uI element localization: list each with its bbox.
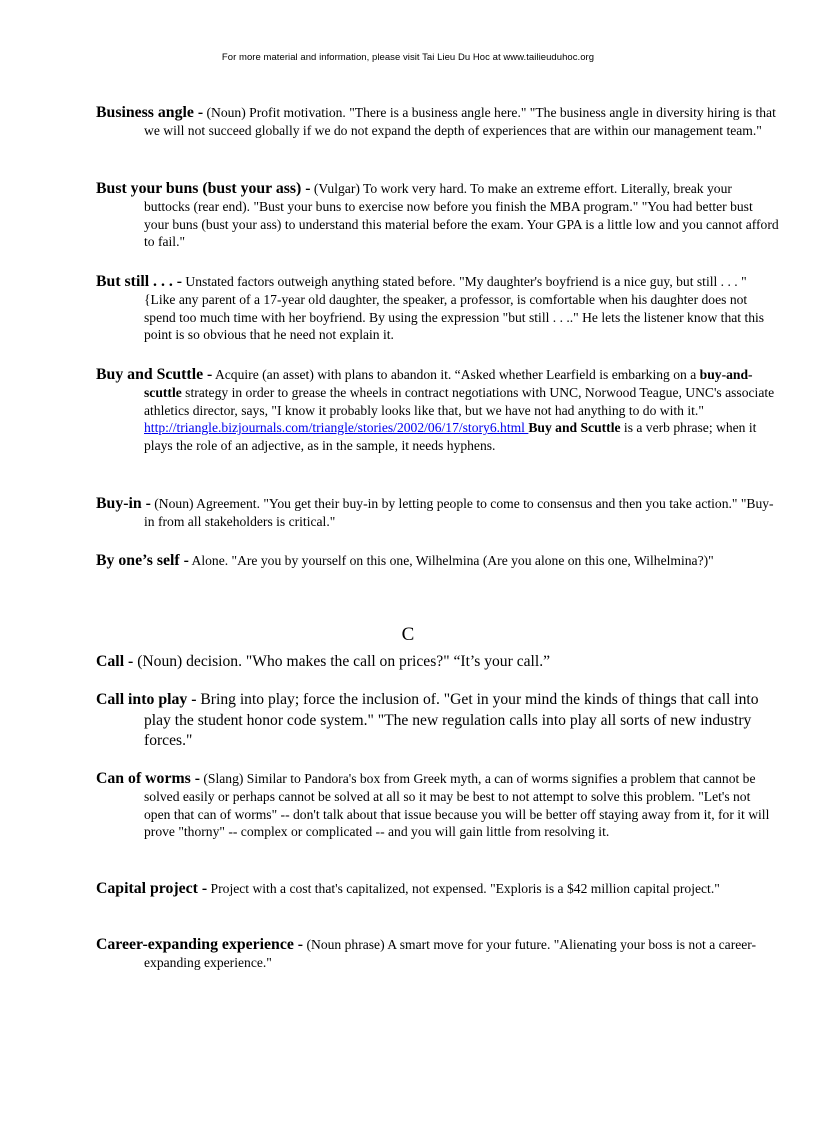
entry-career-expanding-experience (96, 936, 780, 972)
entry-definition-end: is a verb phrase; when it plays the role of an adjective, as in the sample, it needs hyphens. (144, 420, 757, 454)
entry-term: Bust your buns (bust your ass) - (96, 180, 311, 197)
entry-term: But still . . . - (96, 273, 183, 290)
entry-term: Can of worms - (96, 770, 200, 787)
inline-bold-term: buy-and-scuttle (144, 367, 753, 400)
source-link[interactable]: http://triangle.bizjournals.com/triangle/stories/2002/06/17/story6.html (144, 420, 529, 436)
entry-buy-and-scuttle (96, 366, 780, 455)
entry-term: Call - (96, 653, 134, 670)
entry-definition: Unstated factors outweigh anything stated before. "My daughter's boyfriend is a nice guy, but still . . . " {Like any parent of a 17-year old daughter, the speaker, a professor, is comfortable when his daughter does not spend too much time with her boyfriend. By using the expression "but still . . .." He lets the listener know that this point is so obvious that he need not explain it. (144, 274, 765, 343)
entry-definition: (Noun) decision. "Who makes the call on prices?" “It’s your call.” (133, 653, 551, 670)
page-header: For more material and information, please visit Tai Lieu Du Hoc at www.tailieuduhoc.org (221, 52, 595, 63)
entry-buy-in (96, 495, 780, 531)
entry-definition: Bring into play; force the inclusion of. "Get in your mind the kinds of things that call into play the student honor code system." "The new regulation calls into play all sorts of new industry forces." (144, 691, 759, 749)
entry-can-of-worms (96, 770, 780, 841)
section-heading-letter: C (401, 624, 415, 645)
entry-definition: (Noun) Agreement. "You get their buy-in by letting people to come to consensus and then you take action." "Buy-in from all stakeholders is critical." (144, 496, 774, 529)
entry-but-still (96, 273, 780, 344)
entry-term: Capital project - (96, 880, 208, 897)
entry-definition: Alone. "Are you by yourself on this one, Wilhelmina (Are you alone on this one, Wilhelmina?)" (188, 553, 714, 568)
entry-definition: (Vulgar) To work very hard. To make an extreme effort. Literally, break your buttocks (rear end). "Bust your buns to exercise now before you finish the MBA program." "You had better bust your buns (bust your ass) to understand this material before the exam. Your GPA is a little low and you cannot afford to fail." (144, 181, 779, 250)
entry-term: By one’s self - (96, 552, 189, 569)
entry-definition: (Noun) Profit motivation. "There is a business angle here." "The business angle in diversity hiring is that we will not succeed globally if we do not expand the depth of experiences that are within our management team." (144, 105, 776, 138)
entry-term: Buy-in - (96, 495, 151, 512)
entry-term: Call into play - (96, 691, 197, 708)
entry-call (96, 652, 780, 673)
entry-definition: (Noun phrase) A smart move for your future. "Alienating your boss is not a career-expanding experience." (144, 937, 757, 970)
entry-by-ones-self (96, 552, 780, 570)
entry-definition-cont: strategy in order to grease the wheels in contract negotiations with UNC, Norwood Teague, UNC's associate athletics director, says, "I know it probably looks like that, but we have not had anything to do with it." (144, 384, 775, 418)
entry-term: Buy and Scuttle - (96, 366, 213, 383)
inline-bold-term-2: Buy and Scuttle (528, 420, 621, 436)
entry-business-angle (96, 104, 780, 140)
entry-bust-your-buns (96, 180, 780, 251)
entry-capital-project (96, 880, 780, 898)
entry-term: Business angle - (96, 104, 204, 121)
entry-call-into-play (96, 690, 780, 752)
entry-term: Career-expanding experience - (96, 936, 304, 953)
entry-definition: (Slang) Similar to Pandora's box from Greek myth, a can of worms signifies a problem that cannot be solved easily or perhaps cannot be solved at all so it may be best to not attempt to solve this problem. "Let's not open that can of worms" -- don't talk about that issue because you will be better off staying away from it, for it will prove "thorny" -- complex or complicated -- and you will gain little from resolving it. (144, 771, 770, 840)
entry-definition: Project with a cost that's capitalized, not expensed. "Exploris is a $42 million capital project." (207, 881, 720, 896)
entry-definition: Acquire (an asset) with plans to abandon it. “Asked whether Learfield is embarking on a (212, 367, 700, 382)
